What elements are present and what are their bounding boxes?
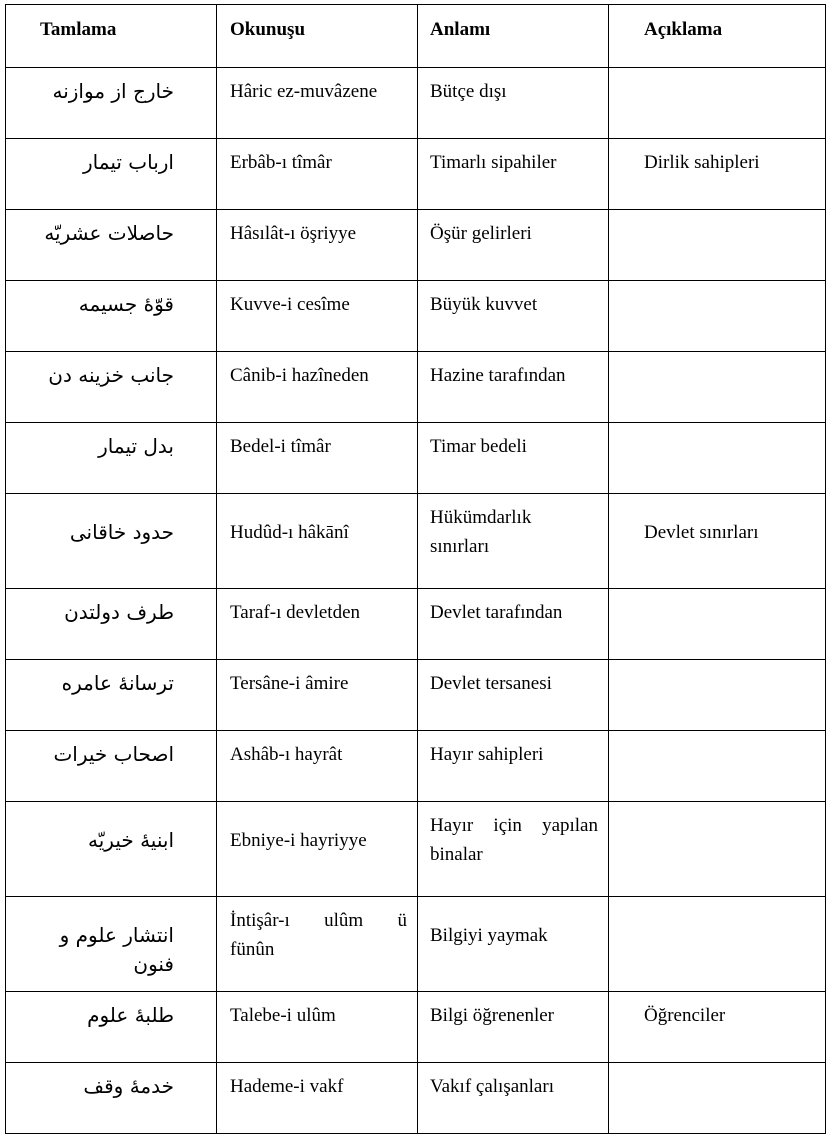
table-row: [6, 660, 826, 731]
cell-aciklama: [609, 660, 826, 731]
cell-anlami: Bilgiyi yaymak: [418, 897, 609, 992]
cell-anlami: Bütçe dışı: [418, 68, 609, 139]
cell-okunusu: Kuvve-i cesîme: [217, 281, 418, 352]
cell-tamlama: ارباب تيمار: [6, 139, 217, 210]
cell-okunusu: Hâric ez-muvâzene: [217, 68, 418, 139]
cell-anlami: Büyük kuvvet: [418, 281, 609, 352]
cell-okunusu: Hademe-i vakf: [217, 1063, 418, 1134]
cell-anlami: Bilgi öğrenenler: [418, 992, 609, 1063]
cell-okunusu: Bedel-i tîmâr: [217, 423, 418, 494]
cell-anlami: Devlet tersanesi: [418, 660, 609, 731]
cell-aciklama: [609, 1063, 826, 1134]
table-row: [6, 423, 826, 494]
cell-okunusu: Ashâb-ı hayrât: [217, 731, 418, 802]
cell-okunusu: [217, 897, 418, 992]
cell-okunusu: Hâsılât-ı öşriyye: [217, 210, 418, 281]
cell-tamlama: طلبهٔ علوم: [6, 992, 217, 1063]
cell-anlami: Vakıf çalışanları: [418, 1063, 609, 1134]
table-row: [6, 1063, 826, 1134]
table-row: [6, 589, 826, 660]
cell-okunusu-line-2: fünûn: [230, 939, 275, 960]
cell-anlami: Timar bedeli: [418, 423, 609, 494]
cell-aciklama: [609, 423, 826, 494]
cell-tamlama: ترسانهٔ عامره: [6, 660, 217, 731]
cell-okunusu: Ebniye-i hayriyye: [217, 802, 418, 897]
table-row: [6, 802, 826, 897]
cell-tamlama: قوّهٔ جسيمه: [6, 281, 217, 352]
cell-anlami-line-1: Hayır için yapılan: [430, 815, 598, 836]
header-row: [6, 5, 826, 68]
cell-okunusu: Erbâb-ı tîmâr: [217, 139, 418, 210]
table-row: [6, 210, 826, 281]
cell-aciklama: [609, 352, 826, 423]
cell-aciklama: [609, 731, 826, 802]
cell-okunusu: Hudûd-ı hâkānî: [217, 494, 418, 589]
header-tamlama: Tamlama: [6, 5, 217, 68]
cell-tamlama: اصحاب خيرات: [6, 731, 217, 802]
cell-aciklama: Devlet sınırları: [609, 494, 826, 589]
table-row: [6, 352, 826, 423]
header-okunusu: Okunuşu: [217, 5, 418, 68]
cell-anlami: Devlet tarafından: [418, 589, 609, 660]
cell-aciklama: [609, 68, 826, 139]
cell-okunusu: Taraf-ı devletden: [217, 589, 418, 660]
cell-tamlama: ابنيهٔ خيريّه: [6, 802, 217, 897]
cell-tamlama: طرف دولتدن: [6, 589, 217, 660]
cell-anlami: [418, 802, 609, 897]
table-row: [6, 139, 826, 210]
header-anlami: Anlamı: [418, 5, 609, 68]
cell-anlami-line-2: sınırları: [430, 536, 490, 557]
cell-tamlama: جانب خزينه دن: [6, 352, 217, 423]
table-row: [6, 992, 826, 1063]
cell-okunusu: Cânib-i hazîneden: [217, 352, 418, 423]
cell-tamlama: انتشار علوم و فنون: [6, 897, 217, 992]
cell-aciklama: [609, 281, 826, 352]
table-row: [6, 897, 826, 992]
table-row: [6, 731, 826, 802]
cell-aciklama: [609, 802, 826, 897]
cell-okunusu-line-1: İntişâr-ı ulûm ü: [230, 910, 407, 931]
table-row: [6, 494, 826, 589]
cell-aciklama: Öğrenciler: [609, 992, 826, 1063]
cell-anlami: Hazine tarafından: [418, 352, 609, 423]
cell-tamlama: بدل تيمار: [6, 423, 217, 494]
table-row: [6, 281, 826, 352]
cell-aciklama: [609, 210, 826, 281]
cell-anlami: Timarlı sipahiler: [418, 139, 609, 210]
cell-okunusu: Tersâne-i âmire: [217, 660, 418, 731]
cell-tamlama: حدود خاقانى: [6, 494, 217, 589]
vocabulary-table: [5, 4, 826, 1134]
cell-tamlama: خدمهٔ وقف: [6, 1063, 217, 1134]
cell-anlami-line-1: Hükümdarlık: [430, 507, 532, 528]
cell-anlami-line-2: binalar: [430, 844, 483, 865]
cell-aciklama: [609, 589, 826, 660]
cell-tamlama: خارج از موازنه: [6, 68, 217, 139]
cell-okunusu: Talebe-i ulûm: [217, 992, 418, 1063]
cell-anlami: Hayır sahipleri: [418, 731, 609, 802]
cell-aciklama: Dirlik sahipleri: [609, 139, 826, 210]
cell-aciklama: [609, 897, 826, 992]
cell-anlami: Öşür gelirleri: [418, 210, 609, 281]
cell-tamlama: حاصلات عشريّه: [6, 210, 217, 281]
header-aciklama: Açıklama: [609, 5, 826, 68]
table-row: [6, 68, 826, 139]
cell-anlami: [418, 494, 609, 589]
